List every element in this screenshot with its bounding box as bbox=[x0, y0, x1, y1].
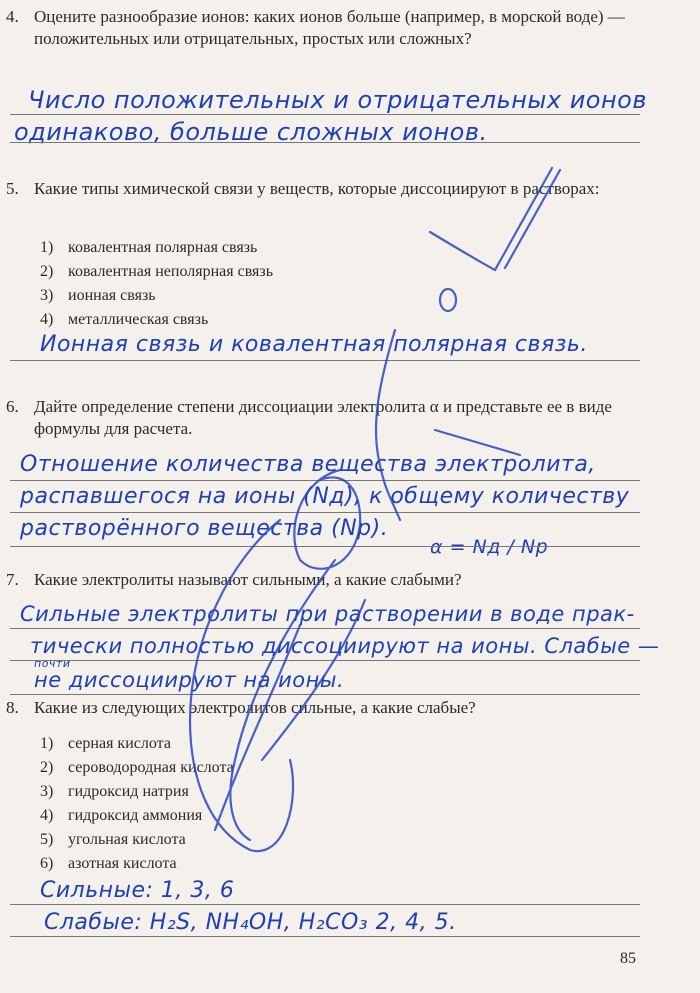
handwritten-answer-line: растворённого вещества (Nр). bbox=[20, 516, 389, 541]
handwritten-answer-line: одинаково, больше сложных ионов. bbox=[14, 118, 488, 146]
handwritten-formula: α = Nд / Nр bbox=[430, 536, 549, 558]
list-item: 4) гидроксид аммония bbox=[40, 807, 203, 824]
handwritten-answer-line: Слабые: H₂S, NH₄OH, H₂CO₃ 2, 4, 5. bbox=[44, 910, 457, 935]
list-item: 6) азотная кислота bbox=[40, 855, 177, 872]
handwritten-answer-line: не диссоциируют на ионы. bbox=[34, 668, 345, 692]
list-item: 2) сероводородная кислота bbox=[40, 759, 234, 776]
handwritten-answer-line: Сильные электролиты при растворении в воде прак- bbox=[20, 602, 635, 626]
answer-rule bbox=[10, 660, 640, 661]
question-text: Какие электролиты называют сильными, а какие слабыми? bbox=[34, 570, 462, 589]
list-item: 4) металлическая связь bbox=[40, 311, 209, 328]
page-number: 85 bbox=[620, 950, 636, 967]
question-number: 8. bbox=[6, 698, 19, 717]
scribble-circle bbox=[440, 289, 456, 311]
answer-rule bbox=[10, 936, 640, 937]
question-number: 5. bbox=[6, 179, 19, 198]
answer-rule bbox=[10, 114, 640, 115]
question-text: Оцените разнообразие ионов: каких ионов больше (например, в морской воде) — положительных или отрицательных, простых или сложных? bbox=[34, 7, 625, 48]
list-item: 2) ковалентная неполярная связь bbox=[40, 263, 274, 280]
handwritten-answer-line: Число положительных и отрицательных ионов bbox=[28, 86, 647, 114]
answer-rule bbox=[10, 512, 640, 513]
list-item: 1) серная кислота bbox=[40, 735, 171, 752]
handwritten-insertion: почти bbox=[34, 657, 71, 670]
handwritten-answer-line: распавшегося на ионы (Nд), к общему количеству bbox=[20, 484, 630, 509]
list-item: 5) угольная кислота bbox=[40, 831, 186, 848]
answer-rule bbox=[10, 694, 640, 695]
answer-rule bbox=[10, 360, 640, 361]
answer-rule bbox=[10, 142, 640, 143]
handwritten-answer-line: Ионная связь и ковалентная полярная связь. bbox=[40, 332, 588, 357]
list-item: 3) гидроксид натрия bbox=[40, 783, 189, 800]
question-number: 6. bbox=[6, 397, 19, 416]
handwritten-answer-line: Сильные: 1, 3, 6 bbox=[40, 878, 235, 903]
options-list bbox=[40, 732, 234, 876]
answer-rule bbox=[10, 628, 640, 629]
list-item: 1) ковалентная полярная связь bbox=[40, 239, 258, 256]
options-list bbox=[40, 236, 273, 332]
handwritten-answer-line: тически полностью диссоциируют на ионы. Слабые — bbox=[30, 634, 660, 658]
handwritten-answer-line: Отношение количества вещества электролита, bbox=[20, 452, 596, 477]
question-number: 4. bbox=[6, 7, 19, 26]
answer-rule bbox=[10, 480, 640, 481]
answer-rule bbox=[10, 904, 640, 905]
question-number: 7. bbox=[6, 570, 19, 589]
question-text: Какие из следующих электролитов сильные, а какие слабые? bbox=[34, 698, 476, 717]
question-text: Дайте определение степени диссоциации электролита α и представьте ее в виде формулы для расчета. bbox=[34, 397, 612, 438]
answer-rule bbox=[10, 546, 640, 547]
list-item: 3) ионная связь bbox=[40, 287, 156, 304]
question-text: Какие типы химической связи у веществ, которые диссоциируют в растворах: bbox=[34, 179, 600, 198]
